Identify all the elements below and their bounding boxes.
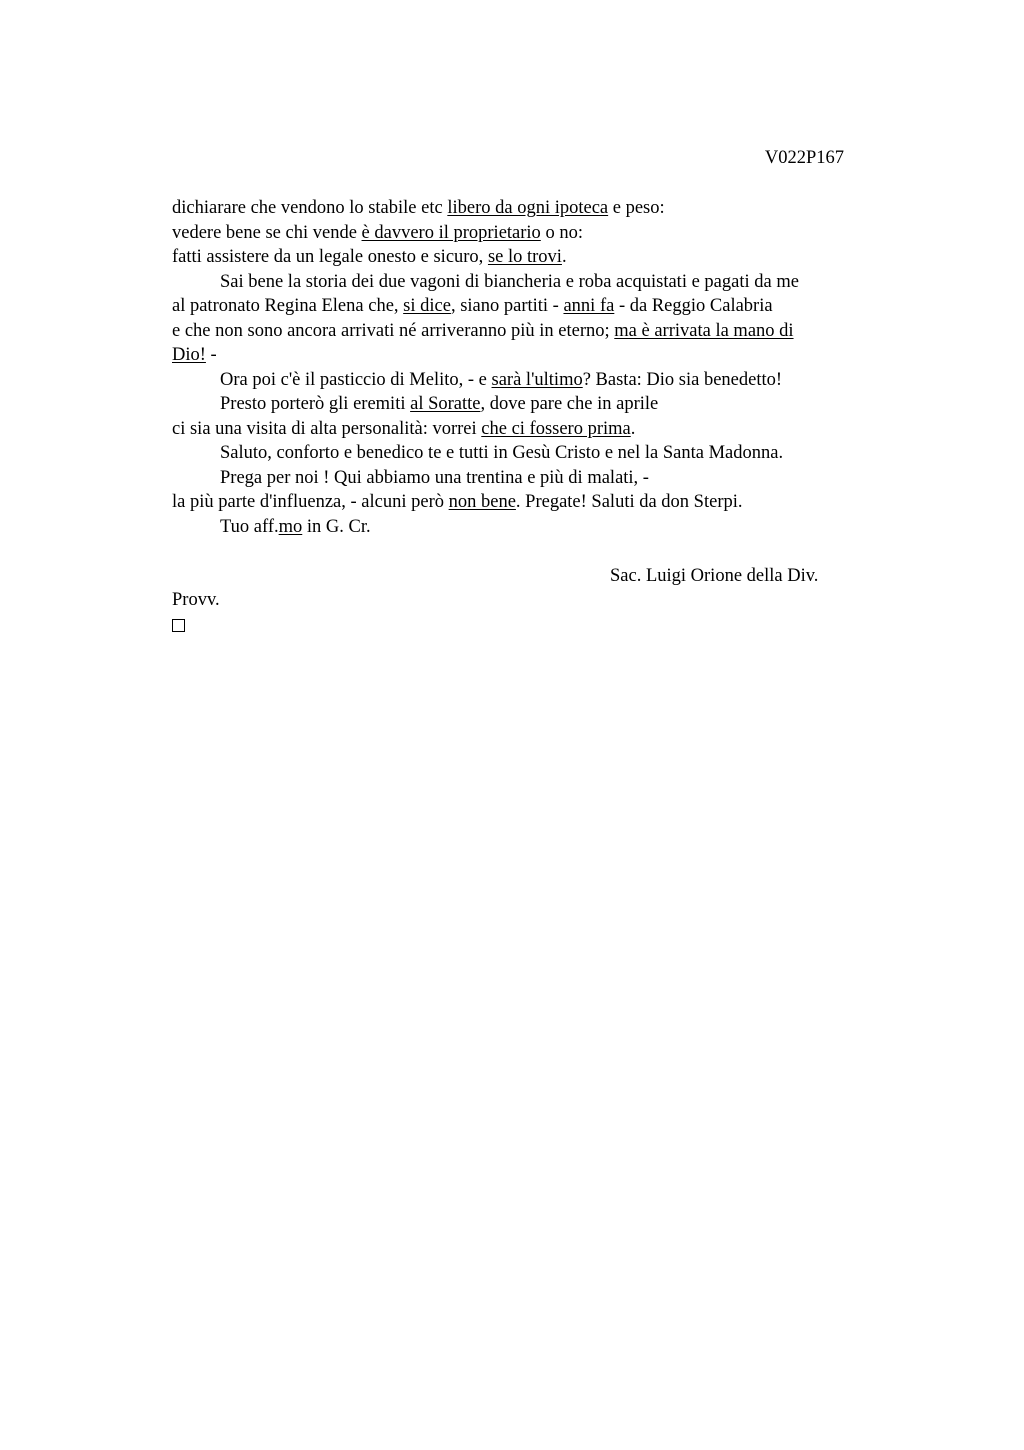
empty-square-icon [172,619,185,632]
letter-line [172,466,872,491]
underlined-text: che ci fossero prima [481,418,631,439]
text-segment: . [630,418,636,439]
page-identifier: V022P167 [764,148,844,168]
underlined-text: libero da ogni ipoteca [447,198,609,218]
underlined-text: non bene [448,492,516,512]
text-segment: . [561,247,567,267]
letter-line [172,392,872,417]
letter-line [172,294,872,319]
letter-body [172,196,872,637]
letter-line [172,319,872,344]
text-segment: in G. Cr. [302,516,371,537]
text-segment: Sai bene la storia dei due vagoni di biancheria e roba acquistati e pagati da me [220,271,799,292]
text-segment: - da Reggio Calabria [614,296,773,316]
text-segment: Tuo aff. [220,516,279,537]
text-segment: o no: [540,222,583,243]
text-segment: dichiarare che vendono lo stabile etc [172,198,448,218]
underlined-text: al Soratte [410,394,481,414]
text-segment: ci sia una visita di alta personalità: vorrei [172,418,482,439]
text-segment: e che non sono ancora arrivati né arriveranno più in eterno; [172,320,615,341]
letter-line [172,221,872,246]
letter-line [172,196,872,221]
letter-line [172,270,872,295]
text-segment: , dove pare che in aprile [480,394,659,414]
underlined-text: Dio! [172,345,206,365]
text-segment: e peso: [608,198,665,218]
text-segment: . Pregate! Saluti da don Sterpi. [515,492,743,512]
signature-continuation: Provv. [172,590,220,610]
underlined-text: è davvero il proprietario [361,222,541,243]
letter-line [172,515,872,540]
letter-line [172,368,872,393]
letter-line [172,343,872,368]
text-segment: - [205,345,217,365]
underlined-text: anni fa [563,296,615,316]
text-segment: Presto porterò gli eremiti [220,394,411,414]
text-segment: Ora poi c'è il pasticcio di Melito, - e [220,369,492,390]
underlined-text: si dice [403,296,451,316]
signature: Sac. Luigi Orione della Div. [610,565,819,586]
end-mark-line [172,613,872,638]
text-segment: ? Basta: Dio sia benedetto! [582,369,783,390]
text-segment: al patronato Regina Elena che, [172,296,404,316]
text-segment: Saluto, conforto e benedico te e tutti in Gesù Cristo e nel la Santa Madonna. [220,443,784,463]
text-segment: vedere bene se chi vende [172,222,362,243]
text-segment: Prega per noi ! Qui abbiamo una trentina e più di malati, - [220,467,649,488]
underlined-text: sarà l'ultimo [491,369,583,390]
text-segment: fatti assistere da un legale onesto e sicuro, [172,247,488,267]
text-segment: , siano partiti - [450,296,564,316]
underlined-text: ma è arrivata la mano di [614,320,794,341]
underlined-text: mo [278,516,303,537]
letter-line [172,417,872,442]
text-segment: la più parte d'influenza, - alcuni però [172,492,449,512]
letter-line [172,490,872,515]
underlined-text: se lo trovi [487,247,562,267]
letter-line [172,245,872,270]
letter-line [172,441,872,466]
